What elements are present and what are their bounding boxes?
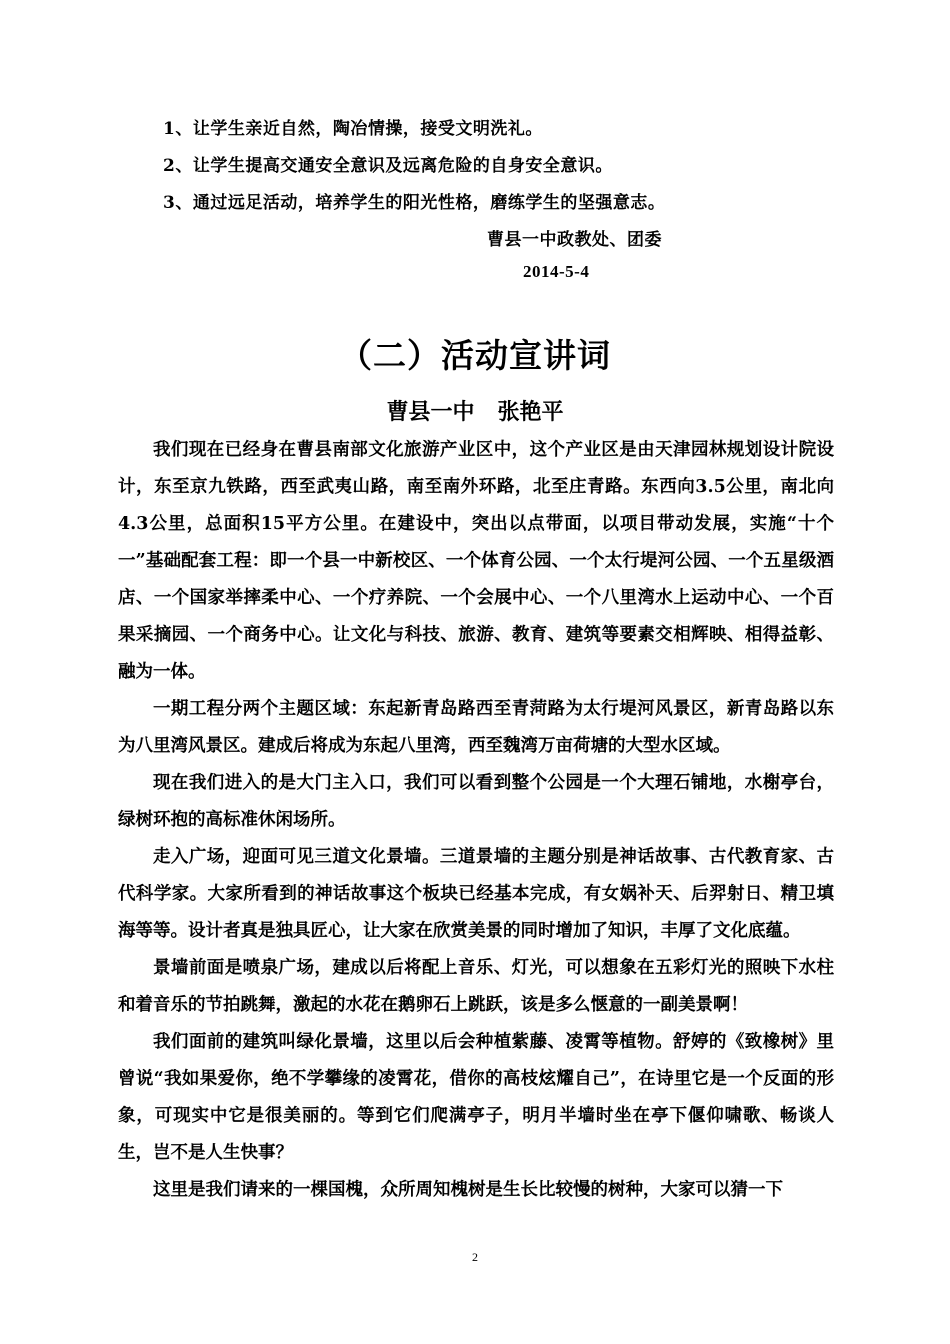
goal-item-1: 1、让学生亲近自然，陶冶情操，接受文明洗礼。 [163, 119, 543, 139]
paragraph: 走入广场，迎面可见三道文化景墙。三道景墙的主题分别是神话故事、古代教育家、古代科学家。大家所看到的神话故事这个板块已经基本完成，有女娲补天、后羿射日、精卫填海等等。设计者真是独具匠心，让大家在欣赏美景的同时增加了知识，丰厚了文化底蕴。 [118, 847, 834, 941]
paragraph: 我们现在已经身在曹县南部文化旅游产业区中，这个产业区是由天津园林规划设计院设计，东至京九铁路，西至武夷山路，南至南外环路，北至庄青路。东西向3.5公里，南北向4.3公里，总面积15平方公里。在建设中，突出以点带面，以项目带动发展，实施“十个一”基础配套工程：即一个县一中新校区、一个体育公园、一个太行堤河公园、一个五星级酒店、一个国家举摔柔中心、一个疗养院、一个会展中心、一个八里湾水上运动中心、一个百果采摘园、一个商务中心。让文化与科技、旅游、教育、建筑等要素交相辉映、相得益彰、融为一体。 [118, 440, 834, 682]
signature-organization: 曹县一中政教处、团委 [487, 230, 662, 250]
page-number: 2 [472, 1250, 478, 1264]
paragraph: 一期工程分两个主题区域：东起新青岛路西至青菏路为太行堤河风景区，新青岛路以东为八里湾风景区。建成后将成为东起八里湾，西至魏湾万亩荷塘的大型水区域。 [118, 699, 834, 756]
goal-item-3: 3、通过远足活动，培养学生的阳光性格，磨练学生的坚强意志。 [163, 193, 666, 213]
section-author: 曹县一中 张艳平 [386, 399, 564, 425]
speech-body [118, 432, 834, 1209]
signature-date: 2014-5-4 [523, 262, 590, 281]
paragraph: 景墙前面是喷泉广场，建成以后将配上音乐、灯光，可以想象在五彩灯光的照映下水柱和着音乐的节拍跳舞，激起的水花在鹅卵石上跳跃，该是多么惬意的一副美景啊！ [118, 958, 834, 1015]
paragraph: 现在我们进入的是大门主入口，我们可以看到整个公园是一个大理石铺地，水榭亭台，绿树环抱的高标准休闲场所。 [118, 773, 834, 830]
section-title: （二）活动宣讲词 [339, 336, 611, 375]
paragraph: 我们面前的建筑叫绿化景墙，这里以后会种植紫藤、凌霄等植物。舒婷的《致橡树》里曾说“我如果爱你，绝不学攀缘的凌霄花，借你的高枝炫耀自己”，在诗里它是一个反面的形象，可现实中它是很美丽的。等到它们爬满亭子，明月半墙时坐在亭下偃仰啸歌、畅谈人生，岂不是人生快事？ [118, 1032, 834, 1163]
goal-item-2: 2、让学生提高交通安全意识及远离危险的自身安全意识。 [163, 156, 613, 176]
paragraph: 这里是我们请来的一棵国槐，众所周知槐树是生长比较慢的树种，大家可以猜一下 [153, 1180, 783, 1200]
